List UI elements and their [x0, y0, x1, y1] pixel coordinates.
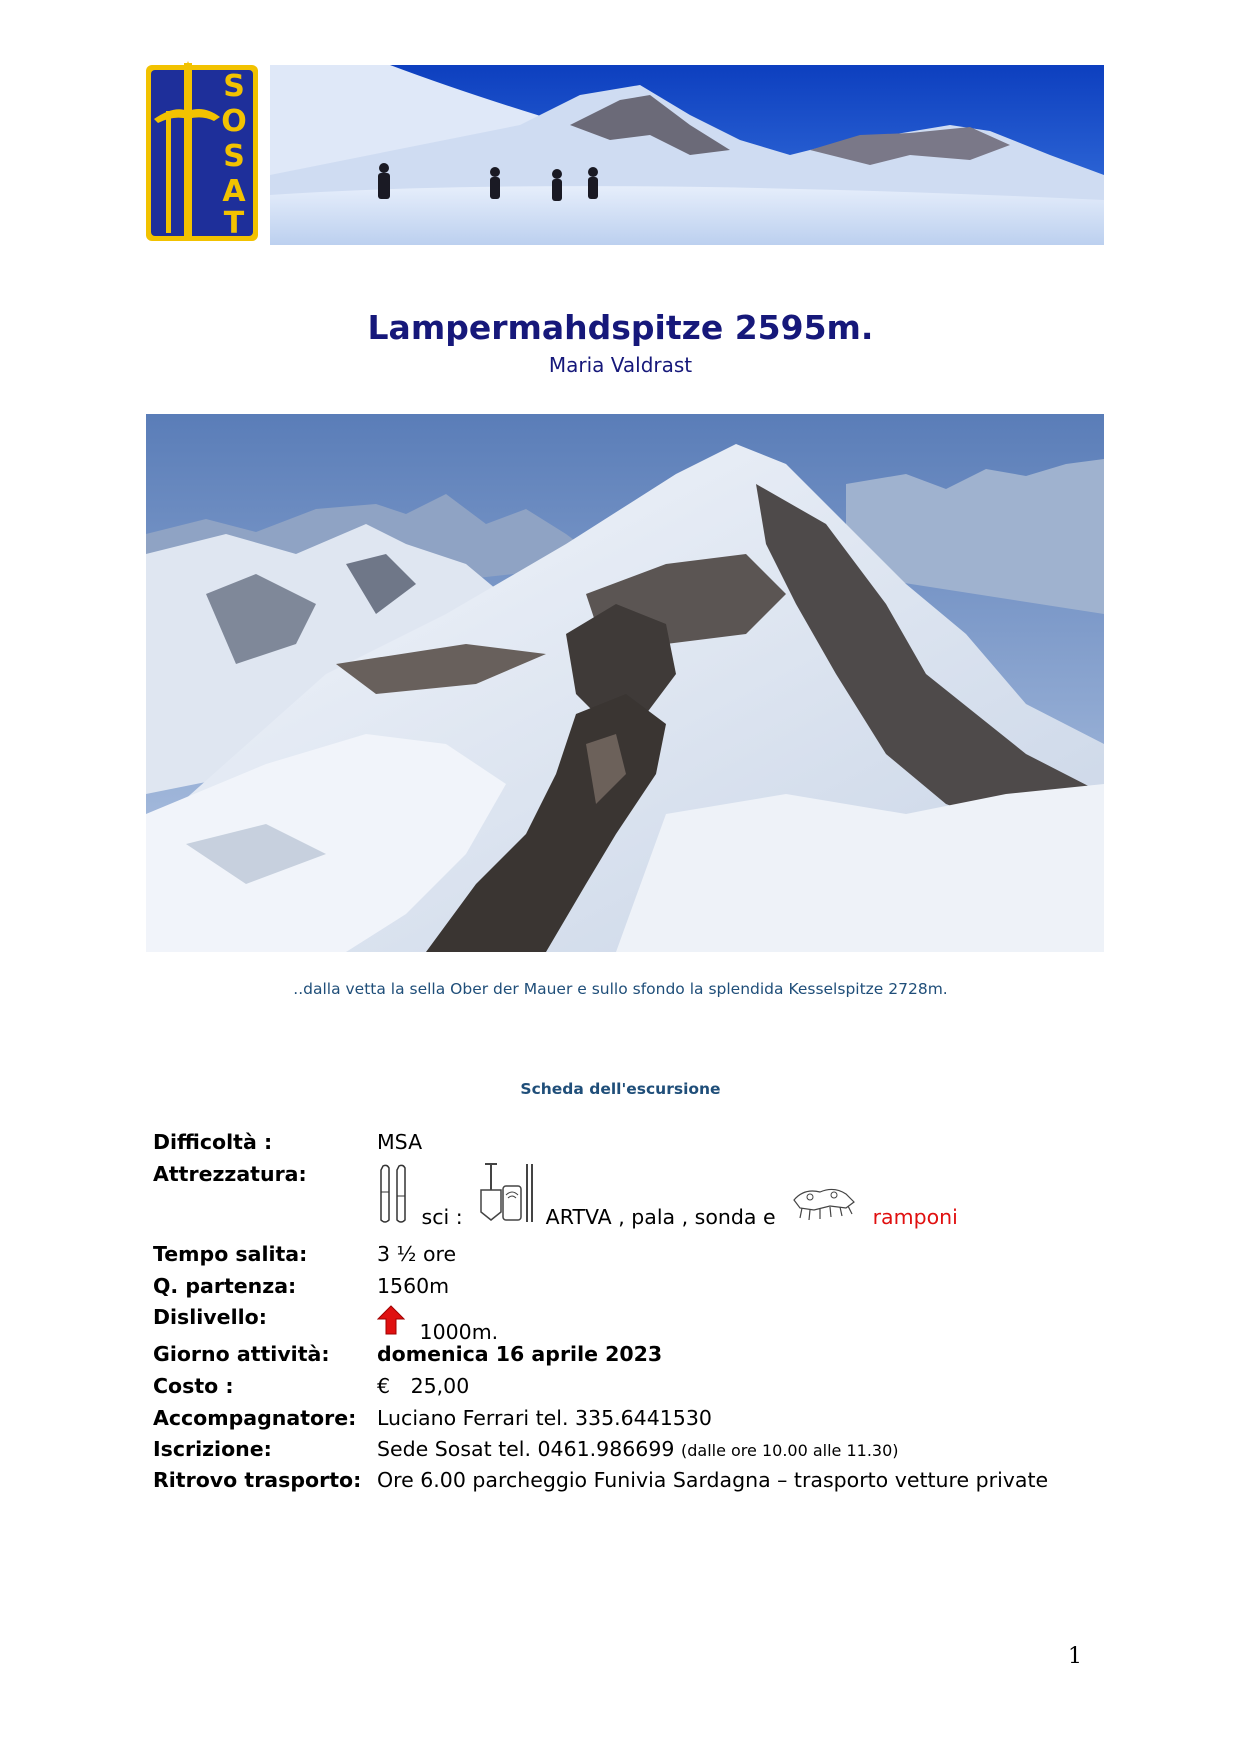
sosat-logo: [144, 61, 260, 244]
svg-text:S: S: [223, 69, 245, 104]
label-costo: Costo :: [153, 1374, 234, 1398]
currency-symbol: €: [377, 1374, 391, 1398]
svg-text:O: O: [221, 104, 247, 139]
page-subtitle: Maria Valdrast: [548, 353, 693, 377]
row-attrezzatura: [153, 1162, 1113, 1234]
value-partenza: 1560m: [377, 1274, 450, 1298]
value-accompagnatore: Luciano Ferrari tel. 335.6441530: [377, 1406, 712, 1430]
value-costo: 25,00: [410, 1374, 470, 1398]
value-giorno: domenica 16 aprile 2023: [377, 1342, 663, 1366]
label-difficolta: Difficoltà :: [153, 1130, 273, 1154]
page-title: Lampermahdspitze 2595m.: [367, 308, 874, 347]
artva-label: ARTVA , pala , sonda e: [545, 1205, 776, 1229]
label-partenza: Q. partenza:: [153, 1274, 297, 1298]
page-number: 1: [1068, 1644, 1082, 1669]
crampons-icon: [790, 1182, 858, 1229]
label-ritrovo: Ritrovo trasporto:: [153, 1468, 362, 1492]
value-difficolta: MSA: [377, 1130, 423, 1154]
label-accompagnatore: Accompagnatore:: [153, 1406, 357, 1430]
svg-text:A: A: [222, 174, 246, 209]
header-banner-photo: [270, 65, 1104, 245]
label-tempo-salita: Tempo salita:: [153, 1242, 308, 1266]
value-ritrovo: Ore 6.00 parcheggio Funivia Sardagna – trasporto vetture private: [377, 1468, 1049, 1492]
svg-text:S: S: [223, 139, 245, 174]
section-title: Scheda dell'escursione: [520, 1080, 721, 1098]
arrow-up-icon: [377, 1305, 405, 1340]
sci-label: sci :: [421, 1205, 463, 1229]
mountain-photo: [146, 414, 1104, 952]
label-giorno: Giorno attività:: [153, 1342, 330, 1366]
value-dislivello: 1000m.: [419, 1320, 499, 1344]
label-dislivello: Dislivello:: [153, 1305, 267, 1329]
svg-text:T: T: [223, 206, 245, 241]
iscrizione-note: (dalle ore 10.00 alle 11.30): [680, 1441, 899, 1460]
value-tempo-salita: 3 ½ ore: [377, 1242, 457, 1266]
label-iscrizione: Iscrizione:: [153, 1437, 272, 1461]
ramponi-label: ramponi: [872, 1205, 958, 1229]
shovel-artva-icon: [479, 1162, 537, 1229]
photo-caption: ..dalla vetta la sella Ober der Mauer e sullo sfondo la splendida Kesselspitze 2728m.: [293, 980, 948, 998]
label-attrezzatura: Attrezzatura:: [153, 1162, 307, 1186]
skis-icon: [377, 1164, 411, 1229]
value-iscrizione: Sede Sosat tel. 0461.986699: [377, 1437, 675, 1461]
